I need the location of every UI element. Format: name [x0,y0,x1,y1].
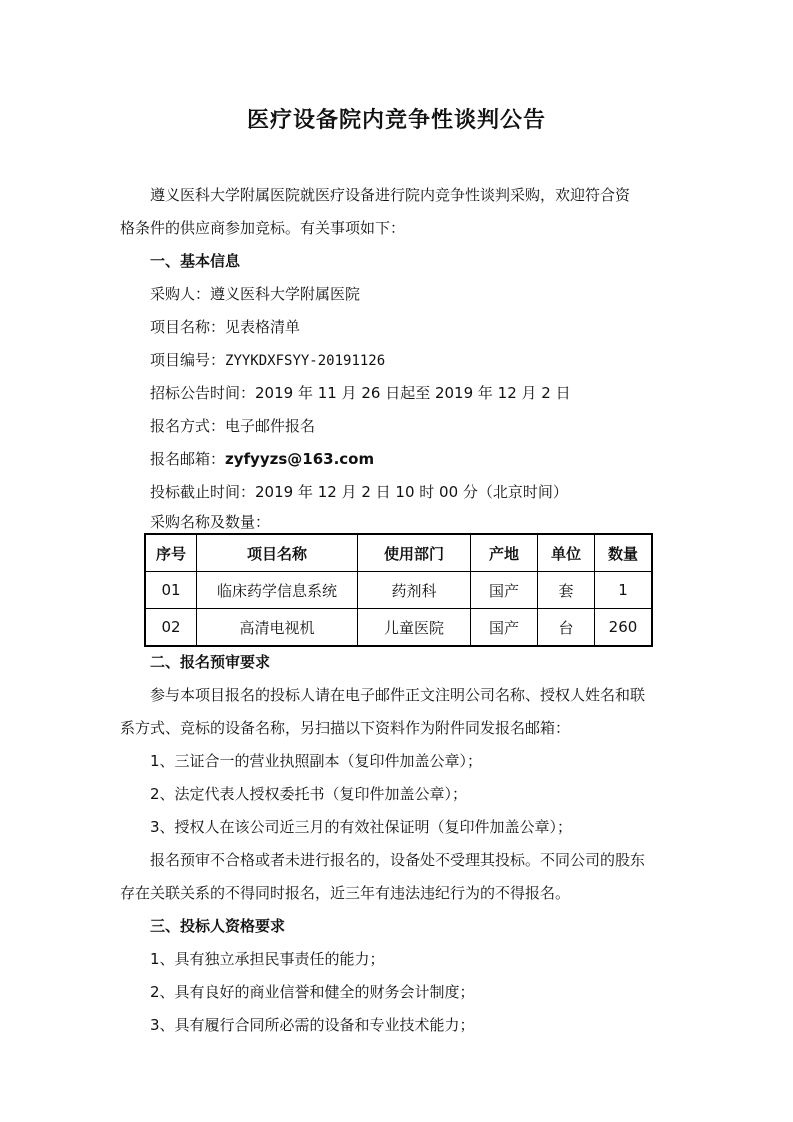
section2-para1-line1: 参与本项目报名的投标人请在电子邮件正文注明公司名称、授权人姓名和联 [150,686,646,704]
project-no-value: ZYYKDXFSYY-20191126 [225,353,386,369]
section3-heading: 三、投标人资格要求 [150,917,286,935]
signup-email-label: 报名邮箱： [150,450,226,468]
header-cell: 序号 [145,534,197,572]
announce-time-line: 招标公告时间：2019 年 11 月 26 日起至 2019 年 12 月 2 日 [150,384,571,402]
section2-item-1: 1、三证合一的营业执照副本（复印件加盖公章）； [150,752,483,770]
table-cell: 儿童医院 [358,609,471,647]
signup-email-value: zyfyyzs@163.com [225,450,375,468]
section2-para2-line1: 报名预审不合格或者未进行报名的，设备处不受理其投标。不同公司的股东 [150,851,646,869]
section2-item-3: 3、授权人在该公司近三月的有效社保证明（复印件加盖公章）； [150,818,573,836]
signup-method-line: 报名方式：电子邮件报名 [150,417,316,435]
intro-line-1: 遵义医科大学附属医院就医疗设备进行院内竞争性谈判采购，欢迎符合资 [150,186,631,204]
deadline-line: 投标截止时间：2019 年 12 月 2 日 10 时 00 分（北京时间） [150,483,568,501]
section1-heading: 一、基本信息 [150,252,241,270]
document-title: 医疗设备院内竞争性谈判公告 [246,108,546,133]
items-label: 采购名称及数量： [150,513,271,531]
section2-para1-line2: 系方式、竞标的设备名称，另扫描以下资料作为附件同发报名邮箱： [120,719,571,737]
project-name-line: 项目名称：见表格清单 [150,318,301,336]
section3-item-2: 2、具有良好的商业信誉和健全的财务会计制度； [150,983,475,1001]
signup-email-line [150,449,374,469]
table-cell: 台 [538,609,595,647]
section3-item-3: 3、具有履行合同所必需的设备和专业技术能力； [150,1016,475,1034]
table-header-row [145,534,652,572]
project-no-label: 项目编号： [150,351,226,369]
section2-item-2: 2、法定代表人授权委托书（复印件加盖公章）； [150,785,468,803]
section2-heading: 二、报名预审要求 [150,653,271,671]
project-no-line [150,350,385,371]
header-cell: 产地 [471,534,538,572]
table-cell: 国产 [471,572,538,609]
table-cell: 1 [595,572,653,609]
header-cell: 项目名称 [197,534,358,572]
table-cell: 02 [145,609,197,647]
header-cell: 单位 [538,534,595,572]
intro-line-2: 格条件的供应商参加竞标。有关事项如下： [120,219,406,237]
table-cell: 01 [145,572,197,609]
section2-para2-line2: 存在关联关系的不得同时报名，近三年有违法违纪行为的不得报名。 [120,884,571,902]
purchaser-line: 采购人：遵义医科大学附属医院 [150,285,361,303]
table-cell: 260 [595,609,653,647]
header-cell: 数量 [595,534,653,572]
table-row [145,609,652,647]
table-cell: 套 [538,572,595,609]
items-table [144,533,653,647]
table-cell: 国产 [471,609,538,647]
table-cell: 药剂科 [358,572,471,609]
table-cell: 高清电视机 [197,609,358,647]
header-cell: 使用部门 [358,534,471,572]
table-cell: 临床药学信息系统 [197,572,358,609]
table-row [145,572,652,609]
section3-item-1: 1、具有独立承担民事责任的能力； [150,950,385,968]
